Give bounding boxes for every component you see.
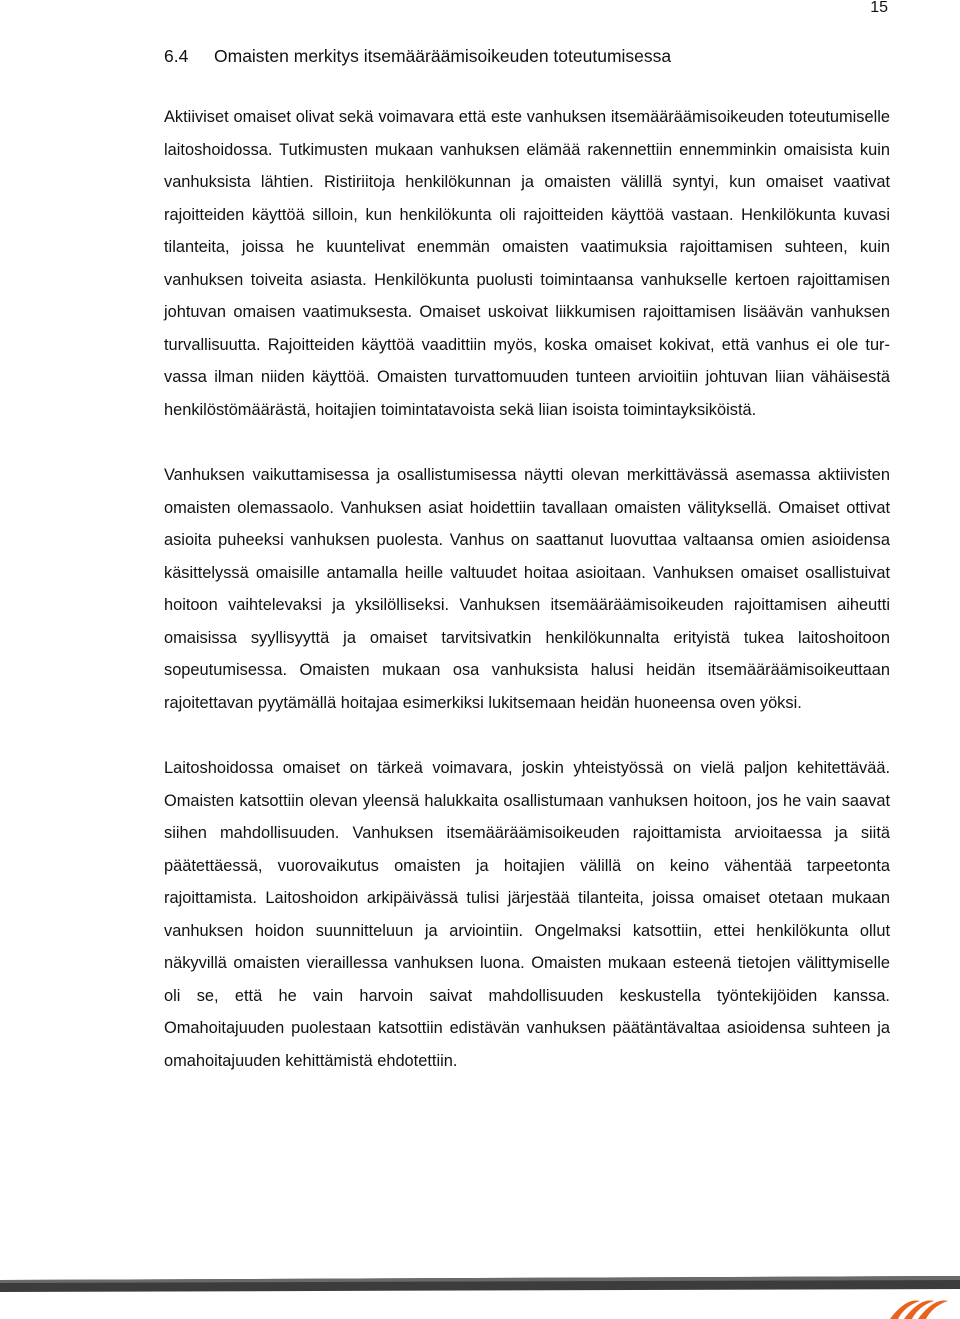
page-number: 15 [870,0,888,16]
body-text [164,101,890,1110]
section-title: Omaisten merkitys itsemääräämisoikeuden toteutumisessa [214,46,672,66]
paragraph-3: Laitoshoidossa omaiset on tärkeä voimavara, joskin yhteistyössä on vielä paljon kehitettävää. Omaisten katsottiin olevan yleensä halukkaita osallistumaan vanhuksen hoitoon, jos he vain saavat siihen mahdollisuuden. Vanhuksen itsemääräämisoikeuden rajoittamista arvioitaessa ja siitä päätettäessä, vuorovaikutus omaisten ja hoitajien välillä on keino vähentää tarpeetonta rajoittamista. Laitoshoidon arkipäivässä tulisi järjestää tilanteita, joissa omaiset otetaan mukaan vanhuksen hoidon suunnitteluun ja arviointiin. Ongelmaksi katsottiin, ettei henkilökunta ollut näkyvillä omaisten vieraillessa vanhuksen luona. Omaisten mukaan esteenä tietojen välittymiselle oli se, että he vain harvoin saivat mahdollisuuden keskustella työntekijöiden kanssa. Omahoitajuuden puolestaan katsottiin edistävän vanhuksen päätäntävaltaa asioidensa suhteen ja omahoitajuuden kehittämistä ehdotettiin. [164,759,890,1070]
paragraph-2: Vanhuksen vaikuttamisessa ja osallistumisessa näytti olevan merkittävässä asemassa aktiivisten omaisten olemassaolo. Vanhuksen asiat hoidettiin tavallaan omaisten välityksellä. Omaiset ottivat asioita puheeksi vanhuksen puolesta. Vanhus on saattanut luovuttaa valtaansa omien asioidensa käsittelyssä omaisille antamalla heille valtuudet hoitaa asioitaan. Vanhuksen omaiset osallistuivat hoitoon vaihtelevaksi ja yksilölliseksi. Vanhuksen itsemääräämisoikeuden rajoittamisen aiheutti omaisissa syyllisyyttä ja omaiset tarvitsivatkin henkilökunnalta erityistä tukea laitoshoitoon sopeutumisessa. Omaisten mukaan osa vanhuksista halusi heidän itsemääräämisoikeuttaan rajoitettavan pyytämällä hoitajaa esimerkiksi lukitsemaan heidän huoneensa oven yöksi. [164,466,890,712]
orange-swoosh-logo-icon [850,1295,950,1319]
footer-bar [0,1276,960,1292]
paragraph-1: Aktiiviset omaiset olivat sekä voimavara että este vanhuksen itsemääräämisoikeuden toteutumiselle laitoshoidossa. Tutkimusten mukaan vanhuksen elämää rakennettiin ennemminkin omaisista kuin vanhuksista lähtien. Ristiriitoja henkilökunnan ja omaisten välillä syntyi, kun omaiset vaativat rajoitteiden käyttöä silloin, kun henkilökunta oli rajoitteiden käyttöä vastaan. Henkilökunta kuvasi tilanteita, joissa he kuuntelivat enemmän omaisten vaatimuksia rajoittamisen suhteen, kuin vanhuksen toiveita asiasta. Henkilökunta puolusti toimintaansa vanhukselle kertoen rajoittamisen johtuvan omaisen vaatimuksesta. Omaiset uskoivat liikkumisen rajoittamisen lisäävän vanhuksen turvallisuutta. Rajoitteiden käyttöä vaadittiin myös, koska omaiset kokivat, että vanhus ei ole turvassa ilman niiden käyttöä. Omaisten turvattomuuden tunteen arvioitiin johtuvan liian vähäisestä henkilöstömäärästä, hoitajien toimintatavoista sekä liian isoista toimintayksiköistä. [164,108,890,419]
section-number: 6.4 [164,46,189,66]
section-heading [164,44,894,68]
